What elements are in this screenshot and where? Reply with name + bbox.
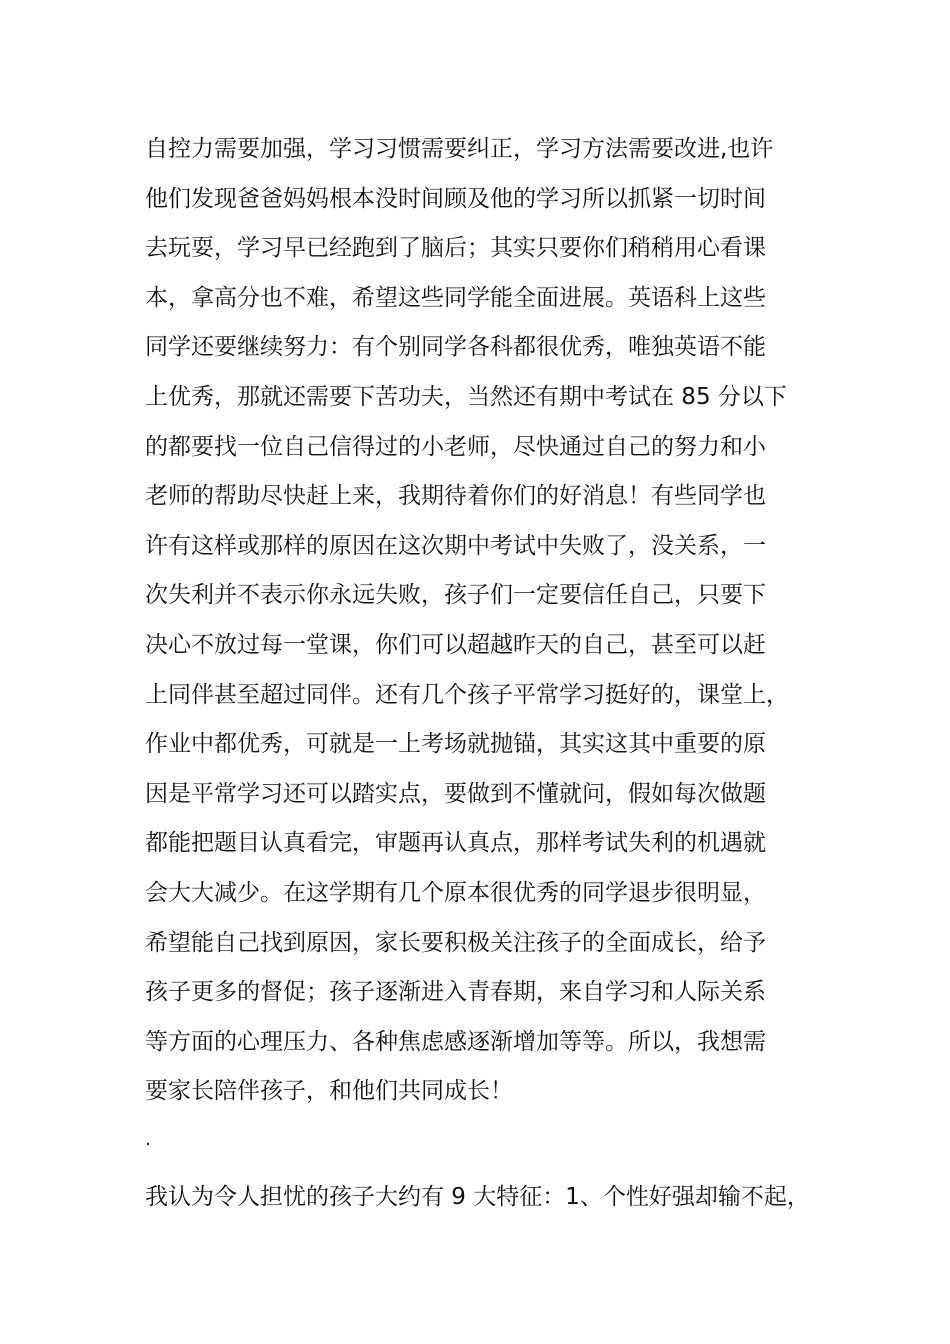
text-line: 等方面的心理压力、各种焦虑感逐渐增加等等。所以，我想需: [145, 1028, 766, 1055]
paragraph-2: 我认为令人担忧的孩子大约有 9 大特征：1、个性好强却输不起，: [145, 1184, 810, 1210]
text-line: 因是平常学习还可以踏实点，要做到不懂就问，假如每次做题: [145, 780, 766, 807]
text-line: 本，拿高分也不难，希望这些同学能全面进展。英语科上这些: [145, 284, 766, 311]
text-line: 上优秀，那就还需要下苦功夫，当然还有期中考试在 85 分以下: [145, 383, 787, 410]
text-line: 的都要找一位自己信得过的小老师，尽快通过自己的努力和小: [145, 433, 766, 460]
text-line: 许有这样或那样的原因在这次期中考试中失败了，没关系，一: [145, 532, 766, 559]
text-line: 会大大减少。在这学期有几个原本很优秀的同学退步很明显，: [145, 879, 766, 906]
text-line: 决心不放过每一堂课，你们可以超越昨天的自己，甚至可以赶: [145, 631, 766, 658]
paragraph-1: [145, 125, 835, 1117]
text-line: 同学还要继续努力：有个别同学各科都很优秀，唯独英语不能: [145, 334, 766, 361]
text-line: 上同伴甚至超过同伴。还有几个孩子平常学习挺好的，课堂上，: [145, 681, 789, 708]
text-line: 他们发现爸爸妈妈根本没时间顾及他的学习所以抓紧一切时间: [145, 185, 766, 212]
text-line: 去玩耍，学习早已经跑到了脑后；其实只要你们稍稍用心看课: [145, 235, 766, 262]
text-line: 希望能自己找到原因，家长要积极关注孩子的全面成长，给予: [145, 929, 766, 956]
text-line: 作业中都优秀，可就是一上考场就抛锚，其实这其中重要的原: [145, 731, 766, 758]
text-line: 孩子更多的督促；孩子逐渐进入青春期，来自学习和人际关系: [145, 979, 766, 1006]
text-line: 都能把题目认真看完，审题再认真点，那样考试失利的机遇就: [145, 830, 766, 857]
text-line: 要家长陪伴孩子，和他们共同成长！: [145, 1078, 513, 1105]
text-line: 自控力需要加强，学习习惯需要纠正，学习方法需要改进,也许: [145, 136, 774, 162]
text-line: 老师的帮助尽快赶上来，我期待着你们的好消息！有些同学也: [145, 483, 766, 510]
separator-dot: .: [145, 1129, 151, 1150]
text-line: 次失利并不表示你永远失败，孩子们一定要信任自己，只要下: [145, 582, 766, 609]
